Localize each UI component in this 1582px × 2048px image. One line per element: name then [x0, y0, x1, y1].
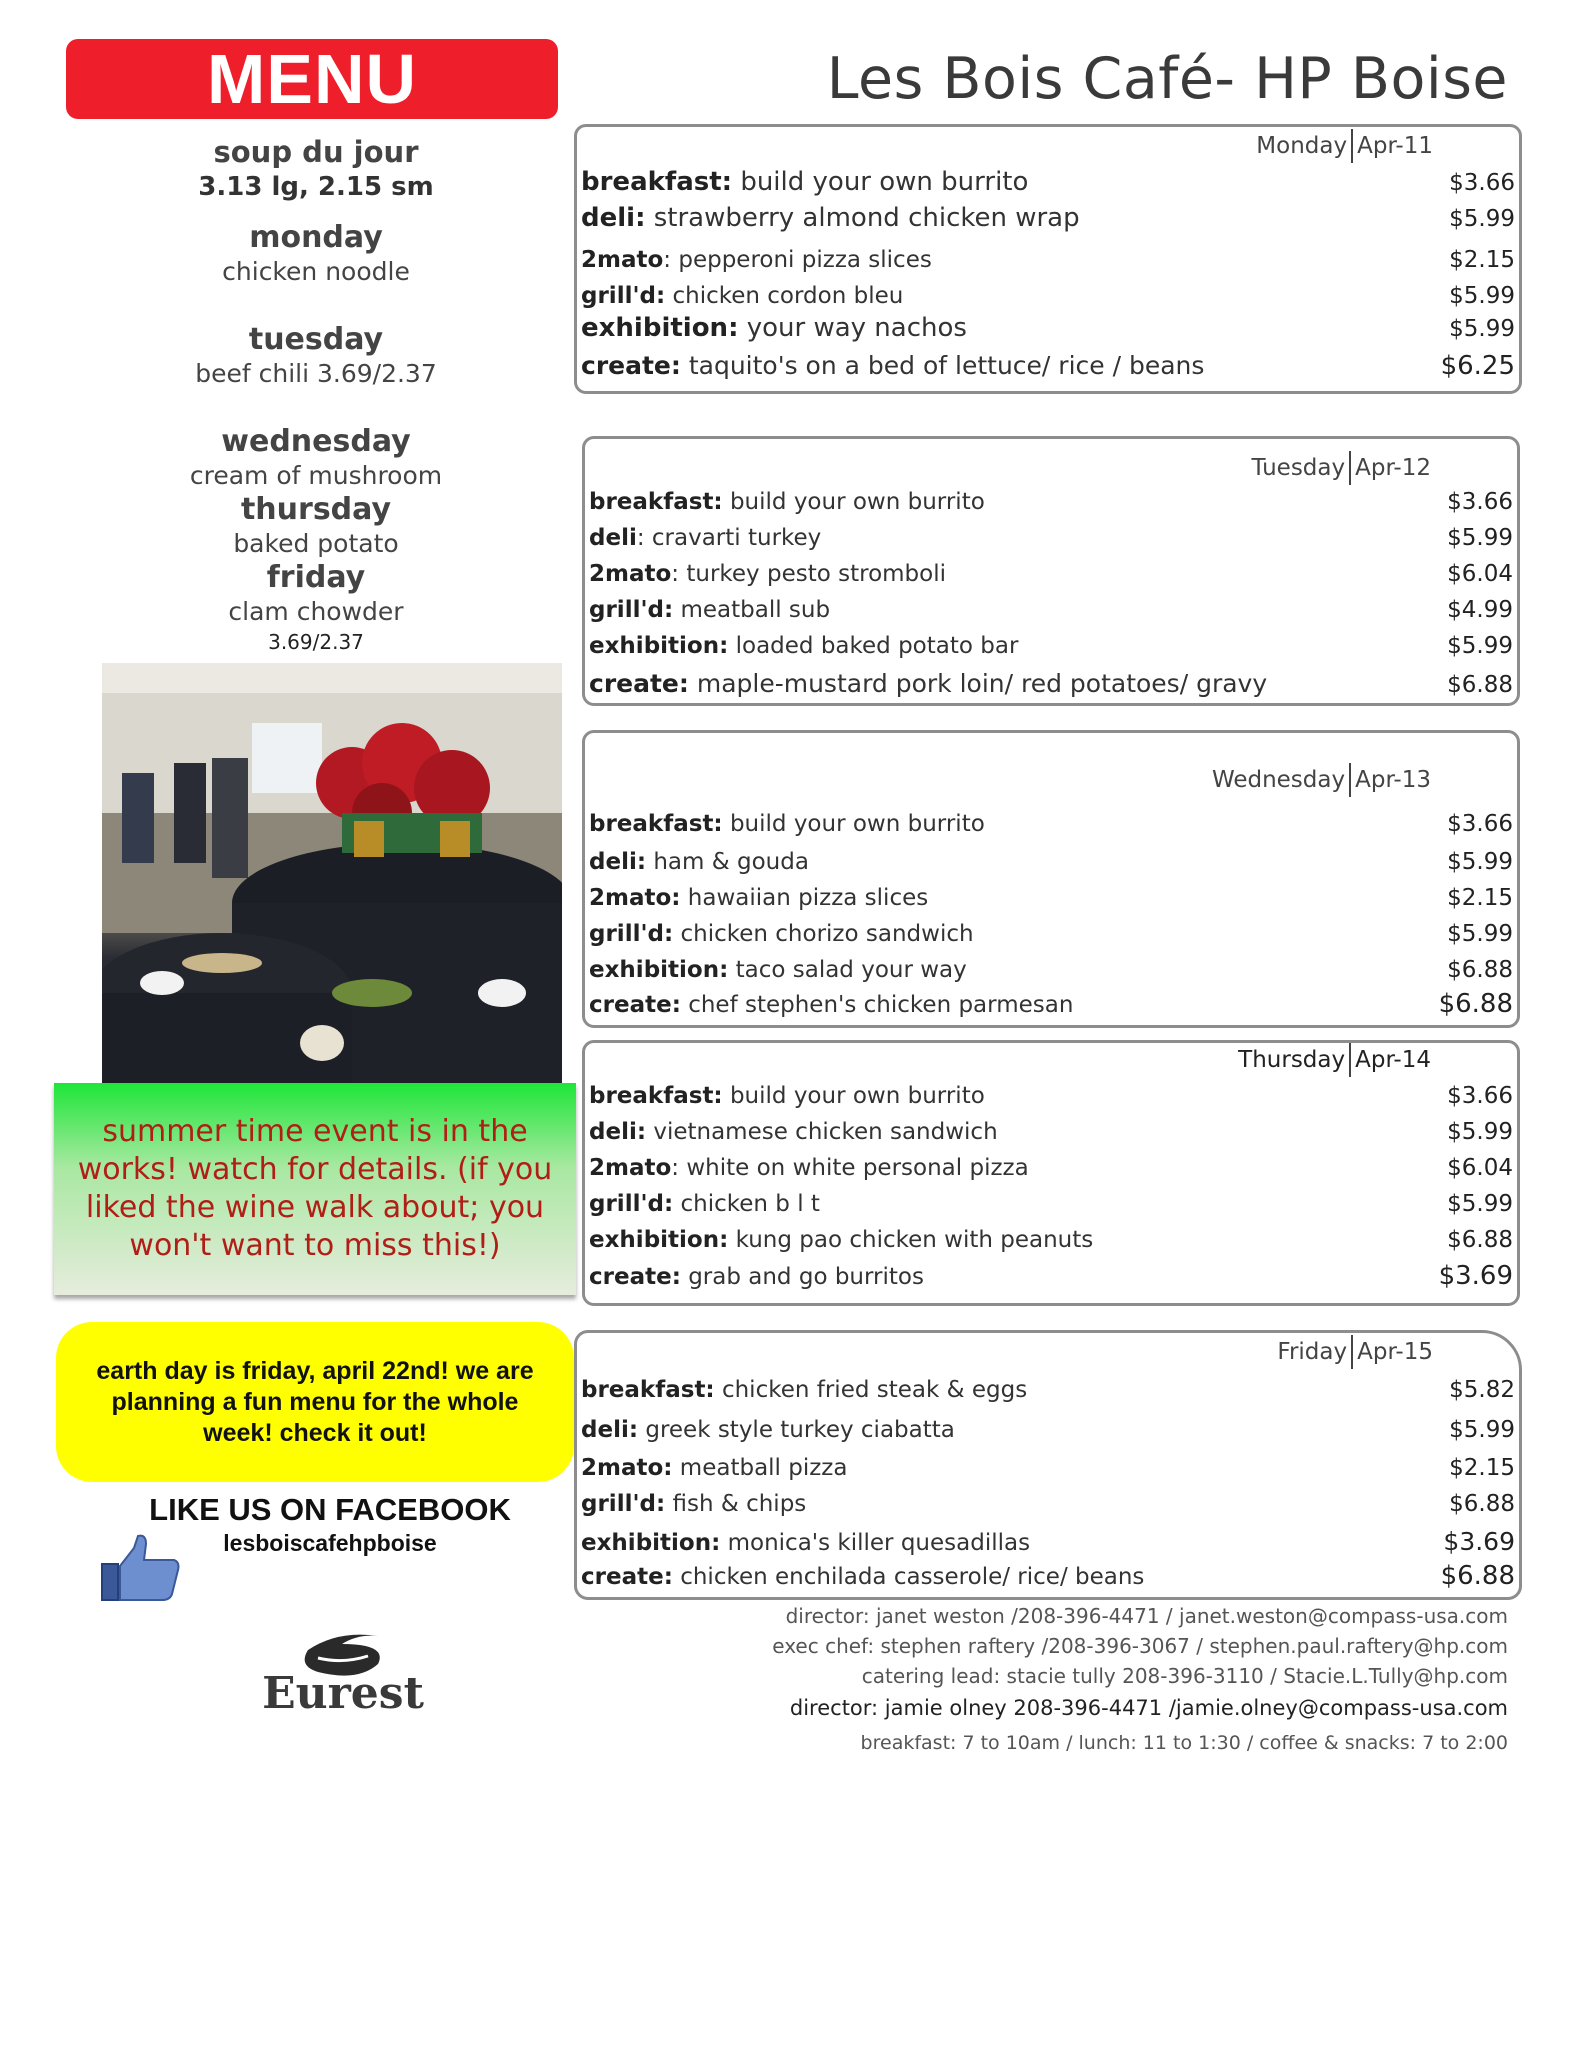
soup-item-monday: chicken noodle — [222, 257, 410, 286]
contact-line-director-jamie: director: jamie olney 208-396-4471 /jamie.olney@compass-usa.com — [789, 1696, 1508, 1720]
weekday-label: Thursday — [1238, 1047, 1346, 1073]
soup-section — [66, 134, 566, 656]
soup-day-tuesday: tuesday — [248, 322, 384, 357]
price: $5.82 — [1449, 1377, 1515, 1403]
soup-day-wednesday: wednesday — [221, 424, 411, 459]
soup-day-monday: monday — [249, 220, 383, 255]
price: $5.99 — [1447, 1191, 1513, 1217]
price: $5.99 — [1449, 206, 1515, 232]
dish-name: chicken b l t — [673, 1191, 820, 1217]
station-label: 2mato — [581, 247, 664, 273]
menu-row — [581, 1417, 1515, 1443]
menu-row — [589, 1191, 1513, 1217]
thumbs-up-icon — [100, 1534, 182, 1602]
price: $3.66 — [1447, 811, 1513, 837]
station-label: exhibition: — [581, 1530, 721, 1556]
menu-row — [581, 351, 1515, 381]
station-label: breakfast: — [581, 1377, 715, 1403]
soup-item-tuesday: beef chili 3.69/2.37 — [195, 359, 437, 388]
price: $6.88 — [1447, 1227, 1513, 1253]
date-label: Apr-15 — [1357, 1339, 1433, 1365]
menu-row — [589, 597, 1513, 623]
day-header-thursday — [1238, 1043, 1431, 1077]
station-label: deli: — [581, 203, 646, 233]
event-photo — [102, 663, 562, 1085]
station-label: deli — [589, 525, 637, 551]
dish-name: vietnamese chicken sandwich — [646, 1119, 998, 1145]
dish-name: ham & gouda — [646, 849, 809, 875]
price: $5.99 — [1447, 633, 1513, 659]
soup-item-thursday: baked potato — [233, 529, 399, 558]
dish-name: monica's killer quesadillas — [720, 1530, 1031, 1556]
contact-line-catering: catering lead: stacie tully 208-396-3110 / Stacie.L.Tully@hp.com — [861, 1664, 1508, 1688]
price: $6.04 — [1447, 1155, 1513, 1181]
soup-item-wednesday: cream of mushroom — [189, 461, 443, 490]
station-label: grill'd: — [589, 597, 674, 623]
menu-row — [589, 633, 1513, 659]
menu-row — [589, 1227, 1513, 1253]
price: $6.88 — [1447, 672, 1513, 698]
menu-row — [581, 1527, 1515, 1556]
summer-event-notice: summer time event is in the works! watch for details. (if you liked the wine walk about; you won't want to miss this!) — [54, 1083, 576, 1295]
menu-row — [581, 1491, 1515, 1517]
day-box-monday — [574, 124, 1522, 394]
menu-row — [589, 1261, 1513, 1291]
menu-row — [581, 247, 1515, 273]
station-label: create: — [581, 351, 681, 380]
weekday-label: Monday — [1256, 133, 1348, 159]
menu-row — [581, 1455, 1515, 1481]
menu-row — [589, 885, 1513, 911]
dish-name: maple-mustard pork loin/ red potatoes/ gravy — [688, 669, 1268, 698]
station-label: 2mato: — [589, 885, 681, 911]
dish-name: meatball pizza — [672, 1455, 848, 1481]
station-label: exhibition: — [589, 957, 729, 983]
date-label: Apr-13 — [1355, 767, 1431, 793]
dish-name: : white on white personal pizza — [671, 1155, 1029, 1181]
price: $6.88 — [1447, 957, 1513, 983]
soup-prices: 3.13 lg, 2.15 sm — [198, 172, 434, 202]
dish-name: your way nachos — [738, 313, 967, 343]
weekday-label: Friday — [1277, 1339, 1348, 1365]
menu-row — [589, 849, 1513, 875]
station-label: create: — [589, 669, 689, 698]
dish-name: : cravarti turkey — [636, 525, 822, 551]
dish-name: build your own burrito — [732, 167, 1029, 197]
price: $5.99 — [1447, 921, 1513, 947]
price: $6.88 — [1440, 1561, 1515, 1591]
price: $2.15 — [1449, 247, 1515, 273]
station-label: deli: — [589, 849, 647, 875]
menu-row — [589, 561, 1513, 587]
price: $3.69 — [1438, 1261, 1513, 1291]
menu-row — [589, 811, 1513, 837]
menu-row — [589, 525, 1513, 551]
dish-name: chef stephen's chicken parmesan — [680, 992, 1074, 1018]
menu-row — [589, 1119, 1513, 1145]
station-label: 2mato — [589, 1155, 672, 1181]
date-label: Apr-11 — [1357, 133, 1433, 159]
price: $6.88 — [1449, 1491, 1515, 1517]
dish-name: grab and go burritos — [680, 1264, 924, 1290]
earth-day-notice: earth day is friday, april 22nd! we are planning a fun menu for the whole week! check it out! — [56, 1322, 574, 1482]
price: $5.99 — [1449, 316, 1515, 342]
price: $6.25 — [1440, 351, 1515, 381]
contact-line-director-janet: director: janet weston /208-396-4471 / janet.weston@compass-usa.com — [785, 1604, 1508, 1628]
station-label: breakfast: — [589, 811, 723, 837]
date-label: Apr-14 — [1355, 1047, 1431, 1073]
dish-name: build your own burrito — [722, 489, 985, 515]
menu-row — [589, 669, 1513, 698]
price: $3.66 — [1447, 489, 1513, 515]
menu-row — [581, 1377, 1515, 1403]
station-label: exhibition: — [589, 1227, 729, 1253]
dish-name: chicken fried steak & eggs — [714, 1377, 1028, 1403]
station-label: grill'd: — [589, 921, 674, 947]
dish-name: taco salad your way — [728, 957, 967, 983]
cafe-title: Les Bois Café- HP Boise — [826, 46, 1508, 112]
menu-row — [589, 989, 1513, 1019]
dish-name: greek style turkey ciabatta — [638, 1417, 955, 1443]
station-label: exhibition: — [581, 313, 739, 343]
facebook-title: LIKE US ON FACEBOOK — [149, 1492, 511, 1527]
menu-row — [589, 921, 1513, 947]
day-box-tuesday — [582, 436, 1520, 706]
dish-name: : turkey pesto stromboli — [671, 561, 946, 587]
price: $2.15 — [1447, 885, 1513, 911]
station-label: create: — [589, 992, 681, 1018]
menu-row — [589, 1155, 1513, 1181]
station-label: 2mato: — [581, 1455, 673, 1481]
menu-row — [581, 313, 1515, 343]
soup-day-thursday: thursday — [240, 492, 392, 527]
weekday-label: Tuesday — [1251, 455, 1346, 481]
eurest-logo-text: Eurest — [262, 1668, 424, 1719]
dish-name: : pepperoni pizza slices — [663, 247, 932, 273]
menu-banner: MENU — [66, 39, 558, 119]
dish-name: chicken cordon bleu — [665, 283, 904, 309]
day-box-wednesday — [582, 730, 1520, 1028]
price: $5.99 — [1449, 1417, 1515, 1443]
dish-name: chicken chorizo sandwich — [673, 921, 974, 947]
menu-row — [581, 1561, 1515, 1591]
price: $5.99 — [1447, 525, 1513, 551]
weekday-label: Wednesday — [1211, 767, 1346, 793]
station-label: exhibition: — [589, 633, 729, 659]
facebook-handle[interactable]: lesboiscafehpboise — [223, 1530, 437, 1556]
menu-row — [589, 489, 1513, 515]
station-label: breakfast: — [581, 167, 733, 197]
day-box-thursday — [582, 1040, 1520, 1306]
menu-row — [589, 1083, 1513, 1109]
dish-name: loaded baked potato bar — [728, 633, 1019, 659]
station-label: grill'd: — [581, 283, 666, 309]
menu-row — [581, 203, 1515, 233]
day-box-friday — [574, 1330, 1522, 1600]
menu-row — [589, 957, 1513, 983]
station-label: 2mato — [589, 561, 672, 587]
dish-name: meatball sub — [673, 597, 831, 623]
dish-name: chicken enchilada casserole/ rice/ beans — [672, 1564, 1145, 1590]
soup-friday-price: 3.69/2.37 — [268, 630, 364, 654]
dish-name: build your own burrito — [722, 811, 985, 837]
price: $3.69 — [1443, 1527, 1515, 1556]
price: $3.66 — [1447, 1083, 1513, 1109]
price: $6.88 — [1438, 989, 1513, 1019]
station-label: grill'd: — [589, 1191, 674, 1217]
day-header-monday — [1256, 129, 1433, 163]
day-header-tuesday — [1252, 451, 1431, 485]
menu-row — [581, 167, 1515, 197]
price: $6.04 — [1447, 561, 1513, 587]
price: $5.99 — [1447, 849, 1513, 875]
station-label: breakfast: — [589, 1083, 723, 1109]
station-label: deli: — [581, 1417, 639, 1443]
price: $3.66 — [1449, 170, 1515, 196]
dish-name: strawberry almond chicken wrap — [645, 203, 1080, 233]
dish-name: kung pao chicken with peanuts — [728, 1227, 1094, 1253]
menu-row — [581, 283, 1515, 309]
soup-day-friday: friday — [266, 560, 366, 595]
hours-line: breakfast: 7 to 10am / lunch: 11 to 1:30 / coffee & snacks: 7 to 2:00 — [860, 1732, 1508, 1754]
date-label: Apr-12 — [1355, 455, 1431, 481]
price: $4.99 — [1447, 597, 1513, 623]
soup-item-friday: clam chowder — [228, 597, 404, 626]
station-label: deli: — [589, 1119, 647, 1145]
soup-heading: soup du jour — [213, 135, 419, 169]
price: $2.15 — [1449, 1455, 1515, 1481]
dish-name: build your own burrito — [722, 1083, 985, 1109]
contact-line-exec-chef: exec chef: stephen raftery /208-396-3067 / stephen.paul.raftery@hp.com — [772, 1634, 1508, 1658]
station-label: create: — [581, 1564, 673, 1590]
station-label: grill'd: — [581, 1491, 666, 1517]
dish-name: hawaiian pizza slices — [680, 885, 929, 911]
price: $5.99 — [1447, 1119, 1513, 1145]
station-label: create: — [589, 1264, 681, 1290]
dish-name: taquito's on a bed of lettuce/ rice / beans — [680, 351, 1205, 380]
day-header-friday — [1277, 1335, 1433, 1369]
station-label: breakfast: — [589, 489, 723, 515]
dish-name: fish & chips — [665, 1491, 807, 1517]
day-header-wednesday — [1212, 763, 1431, 797]
price: $5.99 — [1449, 283, 1515, 309]
